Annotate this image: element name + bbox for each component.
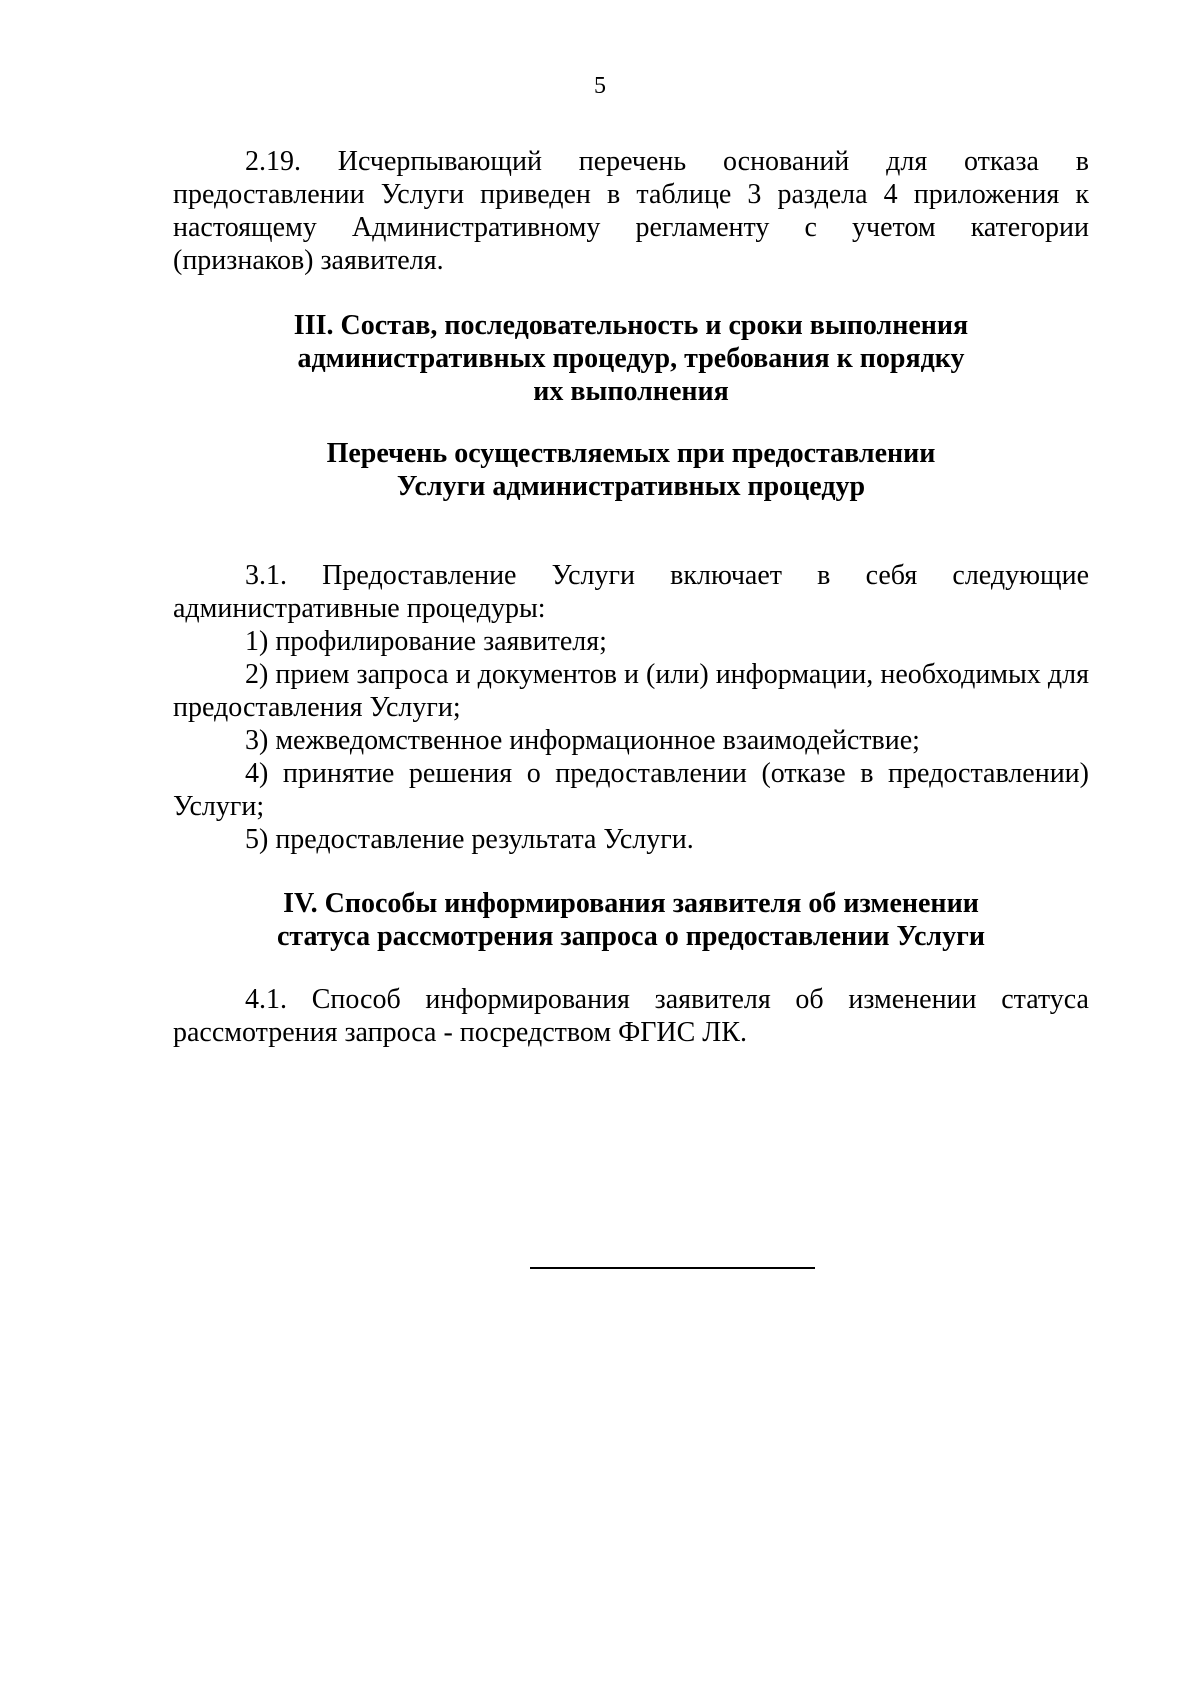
procedure-list-item: 4) принятие решения о предоставлении (отказе в предоставлении) Услуги; [173,758,1089,822]
section-4-heading-line: статуса рассмотрения запроса о предоставлении Услуги [277,921,985,952]
section-4-heading [173,887,1089,953]
end-divider-line [530,1267,815,1269]
section-3-subheading-line: Перечень осуществляемых при предоставлении [326,438,936,469]
section-4-body [173,983,1089,1049]
procedure-list-item: 5) предоставление результата Услуги. [245,824,694,855]
paragraph-2-19-block [173,145,1089,277]
paragraph-3-1-intro: 3.1. Предоставление Услуги включает в себя следующие административные процедуры: [173,560,1089,624]
procedure-list-item: 1) профилирование заявителя; [245,626,607,657]
section-3-body [173,559,1089,856]
procedure-list-item: 2) прием запроса и документов и (или) информации, необходимых для предоставления Услуги; [173,659,1089,723]
section-4-heading-line: IV. Способы информирования заявителя об изменении [283,888,979,919]
page-number: 5 [594,73,606,99]
section-3-heading-line: их выполнения [533,376,729,407]
section-3-heading [173,309,1089,408]
section-3-heading-line: III. Состав, последовательность и сроки выполнения [293,310,969,341]
paragraph-4-1: 4.1. Способ информирования заявителя об изменении статуса рассмотрения запроса - посредством ФГИС ЛК. [173,984,1089,1048]
procedure-list-item: 3) межведомственное информационное взаимодействие; [245,725,920,756]
paragraph-2-19: 2.19. Исчерпывающий перечень оснований для отказа в предоставлении Услуги приведен в таблице 3 раздела 4 приложения к настоящему Административному регламенту с учетом категории (признаков) заявителя. [173,146,1089,276]
section-3-subheading [173,437,1089,503]
section-3-heading-line: административных процедур, требования к порядку [297,343,965,374]
section-3-subheading-line: Услуги административных процедур [396,471,866,502]
